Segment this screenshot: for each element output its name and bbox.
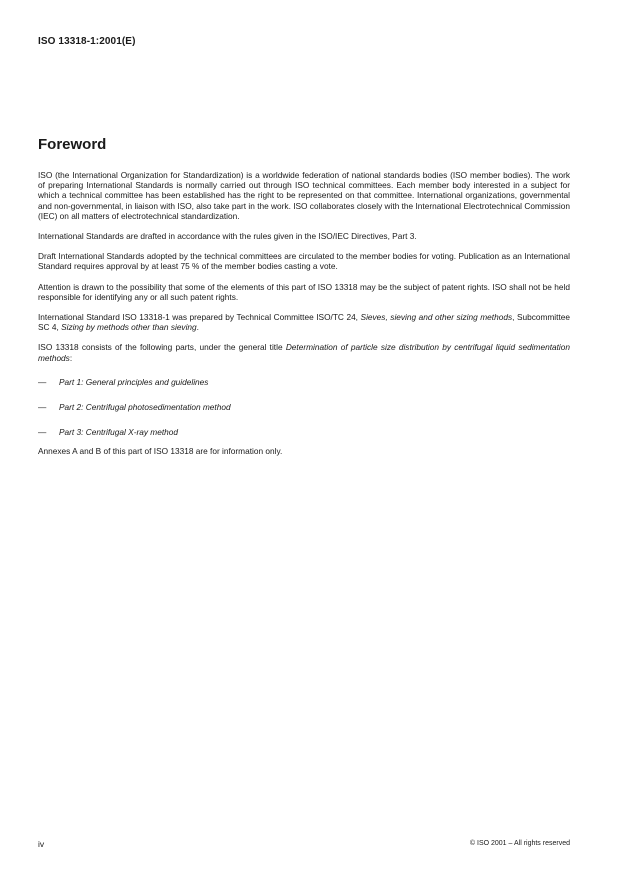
part-label: Part 3: Centrifugal X-ray method xyxy=(59,427,178,438)
committee-text-c: , Subcommittee SC 4, xyxy=(38,312,570,333)
list-item xyxy=(38,377,570,387)
committee-title-italic: Sieves, sieving and other sizing methods xyxy=(360,312,513,323)
paragraph-committee xyxy=(38,312,570,332)
part-label: Part 1: General principles and guidelines xyxy=(59,376,209,387)
copyright-notice: © ISO 2001 – All rights reserved xyxy=(469,840,570,847)
paragraph-voting: Draft International Standards adopted by the technical committees are circulated to the member bodies for voting. Publication as an International Standard requires approval by at least 75 % of the member bodies casting a vote. xyxy=(38,251,570,272)
subcommittee-title-italic: Sizing by methods other than sieving xyxy=(61,322,197,333)
paragraph-patent: Attention is drawn to the possibility that some of the elements of this part of ISO 13318 may be the subject of patent rights. ISO shall not be held responsible for identifying any or all such patent rights. xyxy=(38,281,570,302)
paragraph-directives: International Standards are drafted in accordance with the rules given in the ISO/IEC Directives, Part 3. xyxy=(38,231,417,242)
part-label: Part 2: Centrifugal photosedimentation method xyxy=(59,402,231,413)
dash-icon: — xyxy=(38,427,47,438)
paragraph-parts-intro xyxy=(38,342,570,362)
paragraph-iso-intro: ISO (the International Organization for Standardization) is a worldwide federation of national standards bodies (ISO member bodies). The work of preparing International Standards is normally carried out through ISO technical committees. Each member body interested in a subject for which a technical committee has been established has the right to be represented on that committee. International organizations, governmental and non-governmental, in liaison with ISO, also take part in the work. ISO collaborates closely with the International Electrotechnical Commission (IEC) on all matters of electrotechnical standardization. xyxy=(38,170,570,221)
list-item xyxy=(38,427,570,437)
parts-intro-text: ISO 13318 consists of the following parts, under the general title xyxy=(38,342,286,353)
section-title: Foreword xyxy=(38,136,107,153)
paragraph-annexes: Annexes A and B of this part of ISO 13318 are for information only. xyxy=(38,446,283,457)
document-id: ISO 13318-1:2001(E) xyxy=(38,36,136,47)
page-number: iv xyxy=(38,839,45,849)
committee-text-e: . xyxy=(196,322,199,333)
foreword-body xyxy=(38,170,570,467)
committee-text-a: International Standard ISO 13318-1 was prepared by Technical Committee ISO/TC 24, xyxy=(38,312,361,323)
general-title-italic: Determination of particle size distribution by centrifugal liquid sedimentation methods xyxy=(38,342,570,363)
list-item xyxy=(38,402,570,412)
dash-icon: — xyxy=(38,376,47,387)
dash-icon: — xyxy=(38,402,47,413)
parts-intro-colon: : xyxy=(69,352,73,363)
